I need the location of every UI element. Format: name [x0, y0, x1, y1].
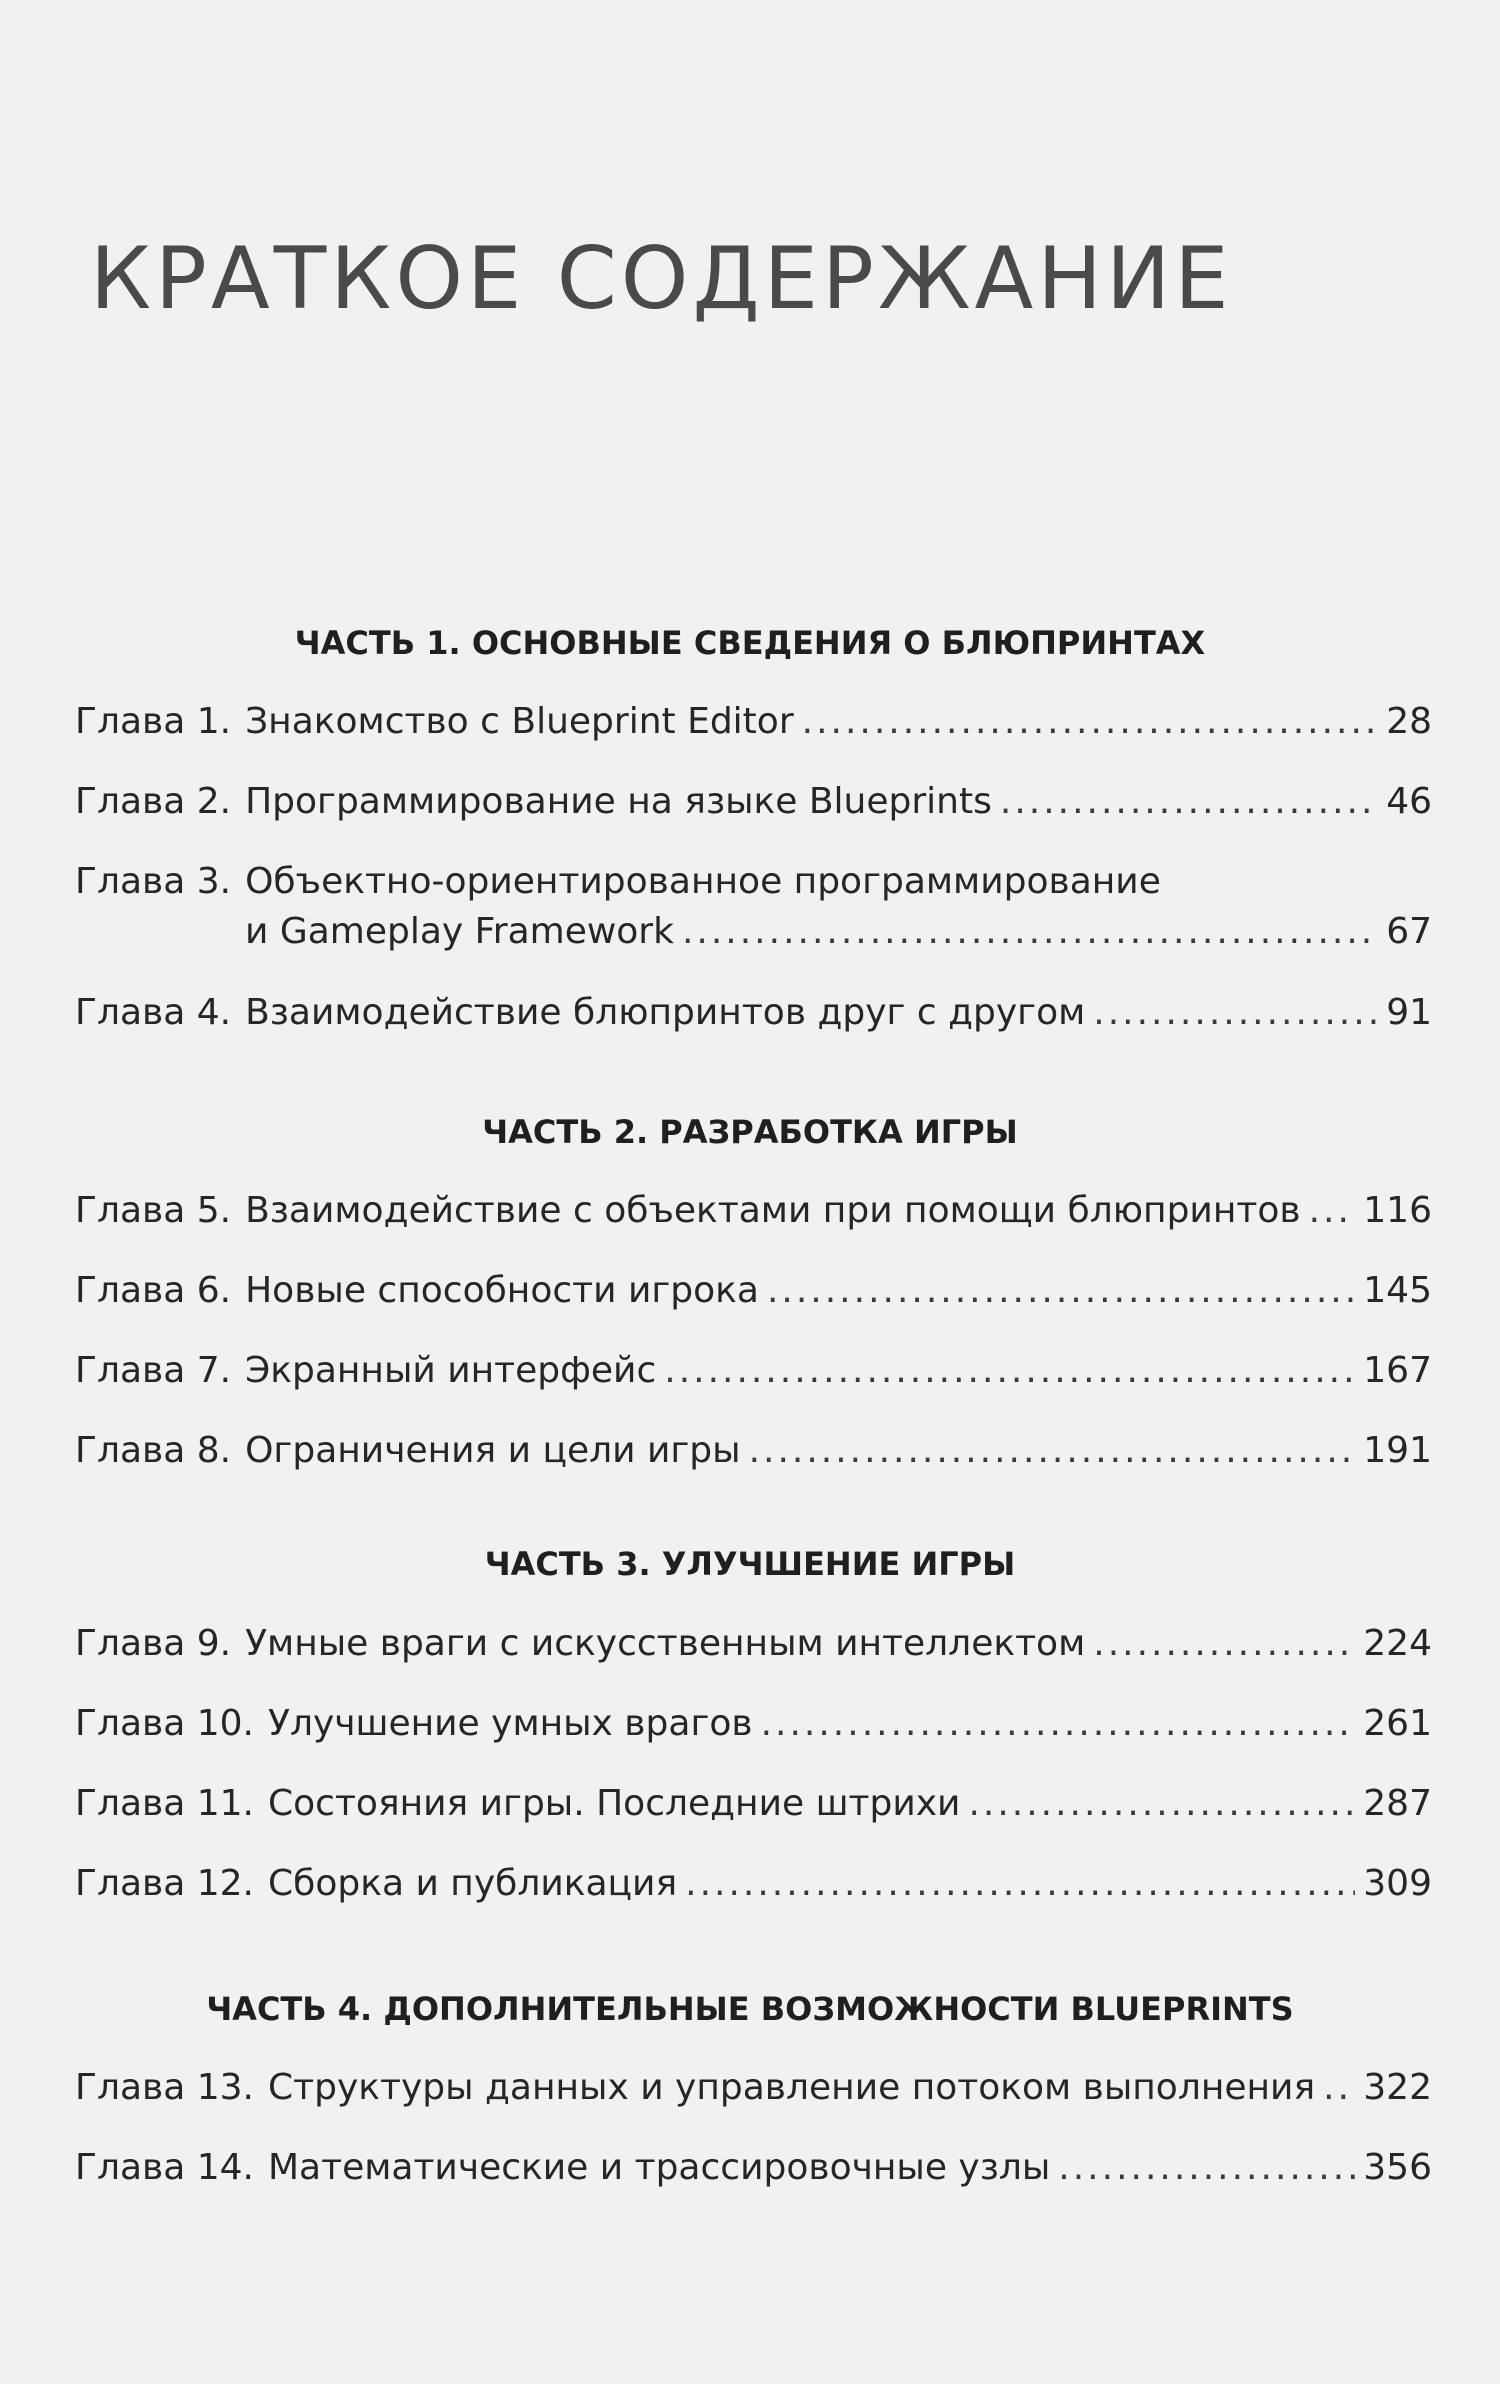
toc-entry-chapter-11[interactable] [75, 1783, 1432, 1824]
toc-entry-chapter-3-continued[interactable] [245, 911, 1432, 952]
page-number: 46 [1386, 781, 1432, 822]
chapter-title: Математические и трассировочные узлы [268, 2147, 1051, 2188]
chapter-number: Глава 7. [75, 1350, 232, 1391]
page-number: 224 [1363, 1623, 1432, 1664]
page-number: 191 [1363, 1430, 1432, 1471]
toc-entry-chapter-2[interactable] [75, 781, 1432, 822]
dot-leader [968, 1786, 1355, 1822]
toc-entry-chapter-3[interactable] [75, 861, 1161, 902]
dot-leader [802, 704, 1379, 740]
toc-entry-chapter-4[interactable] [75, 992, 1432, 1033]
chapter-number: Глава 9. [75, 1623, 232, 1664]
chapter-title: Знакомство с Blueprint Editor [245, 701, 794, 742]
toc-entry-chapter-10[interactable] [75, 1703, 1432, 1744]
dot-leader [761, 1706, 1356, 1742]
chapter-number: Глава 14. [75, 2147, 254, 2188]
page-number: 167 [1363, 1350, 1432, 1391]
chapter-title: Состояния игры. Последние штрихи [268, 1783, 961, 1824]
part-heading-2: ЧАСТЬ 2. РАЗРАБОТКА ИГРЫ [482, 1113, 1018, 1151]
page-number: 91 [1386, 992, 1432, 1033]
chapter-number: Глава 11. [75, 1783, 254, 1824]
toc-entry-chapter-13[interactable] [75, 2067, 1432, 2108]
dot-leader [682, 914, 1378, 950]
toc-entry-chapter-7[interactable] [75, 1350, 1432, 1391]
page-number: 28 [1386, 701, 1432, 742]
chapter-number: Глава 3. [75, 861, 232, 902]
page-number: 322 [1363, 2067, 1432, 2108]
toc-entry-chapter-14[interactable] [75, 2147, 1432, 2188]
chapter-title: Объектно-ориентированное программирование [245, 861, 1161, 902]
chapter-number: Глава 4. [75, 992, 232, 1033]
dot-leader [685, 1866, 1355, 1902]
part-heading-3: ЧАСТЬ 3. УЛУЧШЕНИЕ ИГРЫ [484, 1545, 1016, 1583]
part-heading-4: ЧАСТЬ 4. ДОПОЛНИТЕЛЬНЫЕ ВОЗМОЖНОСТИ BLUEPRINTS [206, 1990, 1294, 2028]
toc-entry-chapter-8[interactable] [75, 1430, 1432, 1471]
chapter-number: Глава 5. [75, 1190, 232, 1231]
page-number: 145 [1363, 1270, 1432, 1311]
chapter-title: Структуры данных и управление потоком выполнения [268, 2067, 1316, 2108]
chapter-title-continued: и Gameplay Framework [245, 911, 674, 952]
page-number: 287 [1363, 1783, 1432, 1824]
chapter-title: Улучшение умных врагов [268, 1703, 753, 1744]
dot-leader [1093, 1626, 1355, 1662]
chapter-title: Сборка и публикация [268, 1863, 678, 1904]
dot-leader [1309, 1193, 1356, 1229]
chapter-title: Ограничения и цели игры [245, 1430, 741, 1471]
chapter-number: Глава 1. [75, 701, 232, 742]
dot-leader [767, 1273, 1355, 1309]
toc-entry-chapter-9[interactable] [75, 1623, 1432, 1664]
page-title: КРАТКОЕ СОДЕРЖАНИЕ [90, 229, 1233, 329]
page-number: 67 [1386, 911, 1432, 952]
chapter-number: Глава 8. [75, 1430, 232, 1471]
dot-leader [749, 1433, 1356, 1469]
page-number: 116 [1363, 1190, 1432, 1231]
chapter-number: Глава 6. [75, 1270, 232, 1311]
chapter-number: Глава 12. [75, 1863, 254, 1904]
chapter-title: Умные враги с искусственным интеллектом [245, 1623, 1086, 1664]
chapter-number: Глава 2. [75, 781, 232, 822]
dot-leader [1058, 2150, 1355, 2186]
part-heading-1: ЧАСТЬ 1. ОСНОВНЫЕ СВЕДЕНИЯ О БЛЮПРИНТАХ [294, 624, 1206, 662]
toc-entry-chapter-5[interactable] [75, 1190, 1432, 1231]
dot-leader [1000, 784, 1378, 820]
chapter-title: Новые способности игрока [245, 1270, 759, 1311]
page-number: 356 [1363, 2147, 1432, 2188]
chapter-title: Взаимодействие с объектами при помощи блюпринтов [245, 1190, 1301, 1231]
toc-entry-chapter-6[interactable] [75, 1270, 1432, 1311]
page-number: 261 [1363, 1703, 1432, 1744]
dot-leader [1323, 2070, 1355, 2106]
chapter-title: Программирование на языке Blueprints [245, 781, 992, 822]
chapter-number: Глава 13. [75, 2067, 254, 2108]
chapter-number: Глава 10. [75, 1703, 254, 1744]
page-number: 309 [1363, 1863, 1432, 1904]
chapter-title: Взаимодействие блюпринтов друг с другом [245, 992, 1086, 1033]
dot-leader [664, 1353, 1355, 1389]
dot-leader [1093, 995, 1378, 1031]
toc-entry-chapter-12[interactable] [75, 1863, 1432, 1904]
toc-entry-chapter-1[interactable] [75, 701, 1432, 742]
chapter-title: Экранный интерфейс [245, 1350, 657, 1391]
